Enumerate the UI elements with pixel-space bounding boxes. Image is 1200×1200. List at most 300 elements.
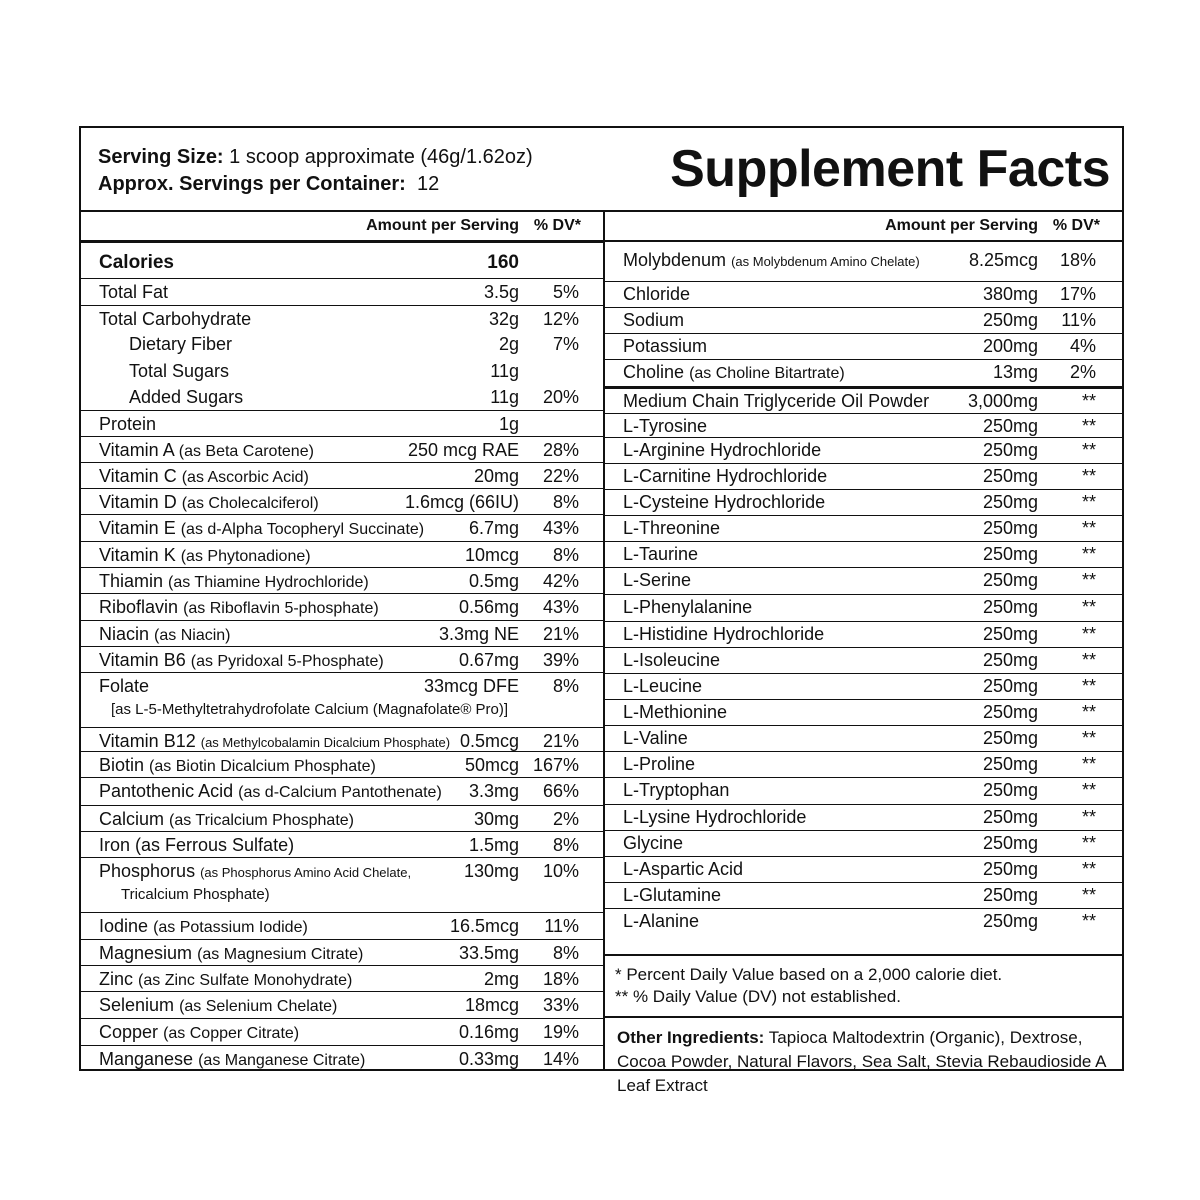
nutrient-label: L-Leucine: [623, 676, 703, 696]
right-row-12: [605, 567, 1122, 590]
right-column: [603, 210, 1122, 1095]
nutrient-name: [99, 440, 314, 461]
nutrient-label: Iron (as Ferrous Sulfate): [99, 835, 295, 855]
left-row-6: [81, 410, 603, 434]
nutrient-amount: 1.6mcg (66IU): [404, 492, 519, 512]
left-row-18: [81, 751, 603, 775]
nutrient-dv: **: [1081, 416, 1096, 436]
nutrient-dv: **: [1081, 911, 1096, 931]
right-column-header: [605, 210, 1122, 242]
right-row-22: [605, 830, 1122, 853]
nutrient-dv: **: [1081, 885, 1096, 905]
left-row-26: [81, 991, 603, 1015]
nutrient-name: [99, 252, 174, 274]
nutrient-dv: 8%: [552, 676, 579, 696]
nutrient-label: L-Carnitine Hydrochloride: [623, 466, 828, 486]
nutrient-amount: 3,000mg: [967, 391, 1038, 411]
nutrient-label: L-Aspartic Acid: [623, 859, 744, 879]
nutrient-source: (as Pyridoxal 5-Phosphate): [190, 653, 384, 670]
nutrient-label: Calories: [99, 252, 174, 273]
nutrient-name: [99, 282, 168, 303]
nutrient-amount: 250mg: [982, 807, 1038, 827]
nutrient-name: [99, 969, 352, 990]
left-row-8: [81, 462, 603, 486]
nutrient-name: [623, 702, 727, 723]
nutrient-dv: **: [1081, 807, 1096, 827]
nutrient-label: Total Fat: [99, 282, 169, 302]
nutrient-label: Phosphorus: [99, 861, 196, 881]
nutrient-amount: 10mcg: [464, 545, 519, 565]
nutrient-source: (as Phytonadione): [180, 548, 311, 565]
nutrient-source: (as d-Alpha Tocopheryl Succinate): [180, 521, 425, 538]
nutrient-source: (as Copper Citrate): [163, 1025, 300, 1042]
nutrient-name: [99, 676, 149, 697]
nutrient-label: Vitamin D: [99, 492, 177, 512]
nutrient-amount: 0.67mg: [458, 650, 519, 670]
nutrient-label: Vitamin E: [99, 518, 176, 538]
nutrient-dv: **: [1081, 570, 1096, 590]
nutrient-dv: **: [1081, 466, 1096, 486]
nutrient-amount: 250mg: [982, 570, 1038, 590]
left-row-24: [81, 939, 603, 963]
nutrient-name: [99, 995, 337, 1016]
nutrient-dv: **: [1081, 650, 1096, 670]
nutrient-dv: **: [1081, 676, 1096, 696]
nutrient-amount: 8.25mcg: [968, 250, 1038, 270]
other-ingredients-label: Other Ingredients:: [617, 1028, 765, 1047]
left-row-14: [81, 620, 603, 644]
nutrient-dv: **: [1081, 859, 1096, 879]
left-row-2: [81, 305, 603, 329]
right-row-25: [605, 908, 1122, 931]
nutrient-label: L-Histidine Hydrochloride: [623, 624, 825, 644]
nutrient-label: L-Valine: [623, 728, 688, 748]
other-ingredients: [603, 1016, 1122, 1095]
nutrient-amount: 2mg: [483, 969, 519, 989]
nutrient-dv: 18%: [1059, 250, 1096, 270]
nutrient-name: [623, 597, 752, 618]
left-row-27: [81, 1018, 603, 1042]
nutrient-name: [623, 310, 684, 331]
right-row-20: [605, 777, 1122, 800]
right-row-24: [605, 882, 1122, 905]
nutrient-label: L-Tryptophan: [623, 780, 730, 800]
nutrient-label: L-Cysteine Hydrochloride: [623, 492, 826, 512]
dv-header: % DV*: [1052, 217, 1100, 234]
right-row-7: [605, 437, 1122, 460]
nutrient-dv: 17%: [1059, 284, 1096, 304]
nutrient-amount: 0.56mg: [458, 597, 519, 617]
left-row-25: [81, 965, 603, 989]
nutrient-label: Magnesium: [99, 943, 193, 963]
nutrient-label: Potassium: [623, 336, 708, 356]
right-row-16: [605, 673, 1122, 696]
nutrient-dv: 19%: [542, 1022, 579, 1042]
nutrient-source: (as Choline Bitartrate): [689, 365, 845, 382]
serving-size-value: 1 scoop approximate (46g/1.62oz): [229, 146, 533, 168]
nutrient-dv: 43%: [542, 518, 579, 538]
nutrient-name: [99, 545, 311, 566]
nutrient-amount: 3.5g: [483, 282, 519, 302]
nutrient-name: [623, 780, 729, 801]
nutrient-amount: 50mcg: [464, 755, 519, 775]
nutrient-amount: 18mcg: [464, 995, 519, 1015]
left-row-23: [81, 912, 603, 936]
nutrient-label: Molybdenum: [623, 250, 727, 270]
nutrient-dv: **: [1081, 440, 1096, 460]
nutrient-source: (as Methylcobalamin Dicalcium Phosphate): [200, 735, 451, 750]
nutrient-name: [623, 676, 702, 697]
nutrient-amount: 250mg: [982, 728, 1038, 748]
nutrient-dv: 39%: [542, 650, 579, 670]
nutrient-label: Glycine: [623, 833, 684, 853]
nutrient-amount: 0.16mg: [458, 1022, 519, 1042]
nutrient-label: Total Carbohydrate: [99, 309, 252, 329]
nutrient-dv: 8%: [552, 943, 579, 963]
amount-header: Amount per Serving: [366, 217, 519, 234]
right-nutrient-table: [603, 210, 1122, 956]
right-row-9: [605, 489, 1122, 512]
nutrient-amount: 250 mcg RAE: [407, 440, 519, 460]
nutrient-label: Vitamin A: [99, 440, 174, 460]
left-row-7: [81, 436, 603, 460]
right-row-8: [605, 463, 1122, 486]
nutrient-name: [623, 650, 720, 671]
right-row-5: [605, 386, 1122, 411]
left-row-12: [81, 567, 603, 591]
panel-title: Supplement Facts: [670, 140, 1110, 198]
left-row-21: [81, 831, 603, 855]
nutrient-amount: 250mg: [982, 492, 1038, 512]
left-row-1: [81, 278, 603, 302]
nutrient-amount: 250mg: [982, 754, 1038, 774]
nutrient-dv: **: [1081, 544, 1096, 564]
right-row-6: [605, 413, 1122, 436]
nutrient-dv: **: [1081, 780, 1096, 800]
other-ingredients-text: Tapioca Maltodextrin (Organic), Dextrose, Cocoa Powder, Natural Flavors, Sea Salt, Stevia Rebaudioside A Leaf Extract: [617, 1028, 1106, 1095]
nutrient-label: Choline: [623, 362, 685, 382]
nutrient-amount: 250mg: [982, 676, 1038, 696]
nutrient-label: Chloride: [623, 284, 691, 304]
left-row-10: [81, 514, 603, 538]
nutrient-name: [623, 859, 743, 880]
nutrient-amount: 6.7mg: [468, 518, 519, 538]
nutrient-source: (as Riboflavin 5-phosphate): [183, 600, 379, 617]
nutrient-name: [623, 492, 825, 513]
nutrient-source: (as Magnesium Citrate): [197, 946, 364, 963]
nutrient-dv: 8%: [552, 835, 579, 855]
nutrient-name: [129, 334, 232, 355]
nutrient-name: [623, 728, 688, 749]
nutrient-name: [99, 835, 294, 856]
nutrient-dv: **: [1081, 492, 1096, 512]
nutrient-amount: 380mg: [982, 284, 1038, 304]
right-row-4: [605, 359, 1122, 382]
left-row-19: [81, 777, 603, 801]
left-column-header: [81, 210, 603, 242]
nutrient-label: Protein: [99, 414, 157, 434]
nutrient-label: L-Serine: [623, 570, 692, 590]
nutrient-label: L-Alanine: [623, 911, 700, 931]
nutrient-dv: 11%: [544, 916, 579, 936]
nutrient-label: Niacin: [99, 624, 150, 644]
nutrient-dv: **: [1081, 702, 1096, 722]
nutrient-amount: 250mg: [982, 702, 1038, 722]
right-row-21: [605, 804, 1122, 827]
nutrient-dv: 7%: [552, 334, 579, 354]
nutrient-name: [623, 833, 683, 854]
nutrient-dv: 2%: [552, 809, 579, 829]
nutrient-amount: 2g: [498, 334, 519, 354]
nutrient-name: [623, 250, 920, 271]
nutrient-source: (as Manganese Citrate): [198, 1052, 366, 1069]
nutrient-name: [99, 809, 354, 830]
nutrient-label: Sodium: [623, 310, 685, 330]
nutrient-source: (as Niacin): [154, 627, 231, 644]
nutrient-amount: 33.5mg: [458, 943, 519, 963]
nutrient-name: [99, 492, 319, 513]
nutrient-amount: 160: [487, 252, 519, 273]
servings-per-container-label: Approx. Servings per Container:: [98, 173, 406, 195]
nutrient-dv: 5%: [552, 282, 579, 302]
nutrient-amount: 30mg: [473, 809, 519, 829]
panel-header: [81, 128, 1122, 212]
nutrient-dv: 18%: [542, 969, 579, 989]
nutrient-amount: 250mg: [982, 518, 1038, 538]
nutrient-name: [623, 885, 721, 906]
nutrient-source: (as d-Calcium Pantothenate): [238, 784, 442, 801]
nutrient-source: (as Phosphorus Amino Acid Chelate,: [200, 865, 412, 880]
dv-header: % DV*: [533, 217, 581, 234]
nutrient-label: L-Methionine: [623, 702, 728, 722]
nutrient-amount: 11g: [490, 361, 519, 381]
nutrient-source: (as Thiamine Hydrochloride): [168, 574, 369, 591]
nutrient-name: [99, 755, 376, 776]
nutrient-dv: **: [1081, 624, 1096, 644]
nutrient-label: Calcium: [99, 809, 165, 829]
left-row-28: [81, 1045, 603, 1069]
nutrient-dv: **: [1081, 754, 1096, 774]
servings-per-container-value: 12: [416, 173, 440, 195]
left-row-11: [81, 541, 603, 565]
nutrient-name: [99, 1049, 365, 1070]
nutrient-amount: 1.5mg: [468, 835, 519, 855]
nutrient-amount: 1g: [498, 414, 519, 434]
nutrient-dv: 11%: [1061, 310, 1096, 330]
nutrient-amount: 250mg: [982, 624, 1038, 644]
nutrient-amount: 250mg: [982, 466, 1038, 486]
nutrient-amount: 33mcg DFE: [423, 676, 519, 696]
right-row-10: [605, 515, 1122, 538]
nutrient-name: [99, 414, 156, 435]
nutrient-name: [99, 1022, 299, 1043]
nutrient-label: Iodine: [99, 916, 149, 936]
nutrient-dv: 10%: [542, 861, 579, 881]
nutrient-name: [623, 911, 699, 932]
right-row-3: [605, 333, 1122, 356]
nutrient-amount: 16.5mcg: [449, 916, 519, 936]
nutrient-dv: 66%: [542, 781, 579, 801]
nutrient-label: Biotin: [99, 755, 145, 775]
nutrient-amount: 0.5mcg: [459, 731, 519, 751]
nutrient-name: [129, 361, 229, 382]
nutrient-source: (as Potassium Iodide): [153, 919, 308, 936]
nutrient-name: [99, 466, 309, 487]
nutrient-amount: 250mg: [982, 416, 1038, 436]
nutrient-amount: 250mg: [982, 885, 1038, 905]
nutrient-name: [129, 387, 243, 408]
nutrient-label: L-Lysine Hydrochloride: [623, 807, 807, 827]
amount-header: Amount per Serving: [885, 217, 1038, 234]
nutrient-amount: 250mg: [982, 780, 1038, 800]
footnote-dv: * Percent Daily Value based on a 2,000 calorie diet.: [615, 965, 1003, 984]
nutrient-source: (as Biotin Dicalcium Phosphate): [149, 758, 376, 775]
nutrient-name: [623, 466, 827, 487]
nutrient-name: [623, 624, 824, 645]
nutrient-note: [as L-5-Methyltetrahydrofolate Calcium (Magnafolate® Pro)]: [111, 701, 509, 718]
right-row-13: [605, 594, 1122, 617]
nutrient-name: [623, 336, 707, 357]
nutrient-name: [99, 916, 308, 937]
nutrient-source: (as Selenium Chelate): [179, 998, 338, 1015]
nutrient-dv: **: [1081, 391, 1096, 411]
nutrient-name: [623, 362, 845, 383]
left-row-22: [81, 857, 603, 903]
serving-info: [98, 144, 533, 198]
serving-size-label: Serving Size:: [98, 146, 224, 168]
nutrient-name: [623, 570, 691, 591]
nutrient-amount: 250mg: [982, 650, 1038, 670]
nutrient-amount: 3.3mg: [468, 781, 519, 801]
nutrient-name: [623, 518, 720, 539]
nutrient-name: [623, 754, 695, 775]
nutrient-source: (as Zinc Sulfate Monohydrate): [138, 972, 353, 989]
nutrient-dv: 33%: [542, 995, 579, 1015]
nutrient-label: Added Sugars: [129, 387, 244, 407]
nutrient-source: (as Tricalcium Phosphate): [169, 812, 354, 829]
nutrient-amount: 32g: [488, 309, 519, 329]
nutrient-dv: 14%: [542, 1049, 579, 1069]
left-row-16: [81, 672, 603, 718]
left-row-17: [81, 727, 603, 751]
nutrient-label: Zinc: [99, 969, 134, 989]
nutrient-name: [623, 416, 707, 437]
nutrient-amount: 11g: [490, 387, 519, 407]
nutrient-dv: 8%: [552, 492, 579, 512]
nutrient-source: (as Beta Carotene): [178, 443, 314, 460]
nutrient-label: L-Proline: [623, 754, 696, 774]
footnote-not-established: ** % Daily Value (DV) not established.: [615, 987, 901, 1006]
left-column: [81, 210, 605, 1069]
nutrient-dv: 12%: [542, 309, 579, 329]
footnotes: [615, 964, 1002, 1008]
nutrient-label: L-Tyrosine: [623, 416, 708, 436]
nutrient-label: Manganese: [99, 1049, 194, 1069]
right-row-23: [605, 856, 1122, 879]
nutrient-label: Copper: [99, 1022, 159, 1042]
nutrient-amount: 130mg: [463, 861, 519, 881]
right-row-1: [605, 281, 1122, 304]
nutrient-label: Dietary Fiber: [129, 334, 233, 354]
nutrient-dv: 21%: [542, 731, 579, 751]
nutrient-dv: 28%: [542, 440, 579, 460]
nutrient-name: [99, 309, 251, 330]
nutrient-dv: **: [1081, 597, 1096, 617]
right-row-17: [605, 699, 1122, 722]
nutrient-label: Vitamin B6: [99, 650, 186, 670]
nutrient-amount: 250mg: [982, 310, 1038, 330]
nutrient-label: Thiamin: [99, 571, 164, 591]
nutrient-name: [623, 440, 821, 461]
nutrient-label: Total Sugars: [129, 361, 230, 381]
nutrient-source: (as Cholecalciferol): [181, 495, 319, 512]
nutrient-name: [99, 731, 450, 752]
nutrient-amount: 250mg: [982, 911, 1038, 931]
right-row-15: [605, 647, 1122, 670]
nutrient-source: (as Ascorbic Acid): [181, 469, 309, 486]
nutrient-amount: 3.3mg NE: [438, 624, 519, 644]
nutrient-label: Medium Chain Triglyceride Oil Powder: [623, 391, 930, 411]
nutrient-amount: 0.5mg: [468, 571, 519, 591]
nutrient-dv: 2%: [1069, 362, 1096, 382]
nutrient-name: [623, 544, 698, 565]
nutrient-label: Vitamin B12: [99, 731, 196, 751]
nutrient-name: [99, 943, 363, 964]
nutrient-label: L-Glutamine: [623, 885, 722, 905]
right-row-19: [605, 751, 1122, 774]
nutrient-label: Riboflavin: [99, 597, 179, 617]
nutrient-amount: 200mg: [982, 336, 1038, 356]
nutrient-label: L-Isoleucine: [623, 650, 721, 670]
nutrient-name: [99, 597, 379, 618]
nutrient-dv: 167%: [532, 755, 579, 775]
nutrient-label: Vitamin C: [99, 466, 177, 486]
right-row-18: [605, 725, 1122, 748]
left-row-13: [81, 593, 603, 617]
nutrient-amount: 250mg: [982, 597, 1038, 617]
nutrient-dv: 21%: [542, 624, 579, 644]
nutrient-name: [99, 624, 231, 645]
nutrient-dv: 42%: [542, 571, 579, 591]
nutrient-dv: 22%: [542, 466, 579, 486]
nutrient-name: [99, 781, 442, 802]
nutrient-label: L-Arginine Hydrochloride: [623, 440, 822, 460]
right-row-2: [605, 307, 1122, 330]
nutrient-dv: **: [1081, 518, 1096, 538]
nutrient-label: Pantothenic Acid: [99, 781, 234, 801]
nutrient-amount: 13mg: [992, 362, 1038, 382]
nutrient-name: [99, 650, 384, 671]
nutrient-name: [99, 861, 411, 882]
nutrient-note: Tricalcium Phosphate): [121, 886, 270, 903]
right-row-11: [605, 541, 1122, 564]
nutrient-label: L-Phenylalanine: [623, 597, 753, 617]
nutrient-dv: **: [1081, 833, 1096, 853]
nutrient-amount: 250mg: [982, 544, 1038, 564]
nutrient-label: L-Threonine: [623, 518, 721, 538]
nutrient-label: Vitamin K: [99, 545, 176, 565]
nutrient-dv: **: [1081, 728, 1096, 748]
nutrient-name: [623, 391, 929, 412]
nutrient-dv: 8%: [552, 545, 579, 565]
nutrient-dv: 20%: [542, 387, 579, 407]
nutrient-name: [623, 284, 690, 305]
nutrient-name: [99, 571, 369, 592]
left-row-9: [81, 488, 603, 512]
left-row-15: [81, 646, 603, 670]
nutrient-label: Selenium: [99, 995, 175, 1015]
supplement-facts-panel: [79, 126, 1124, 1095]
